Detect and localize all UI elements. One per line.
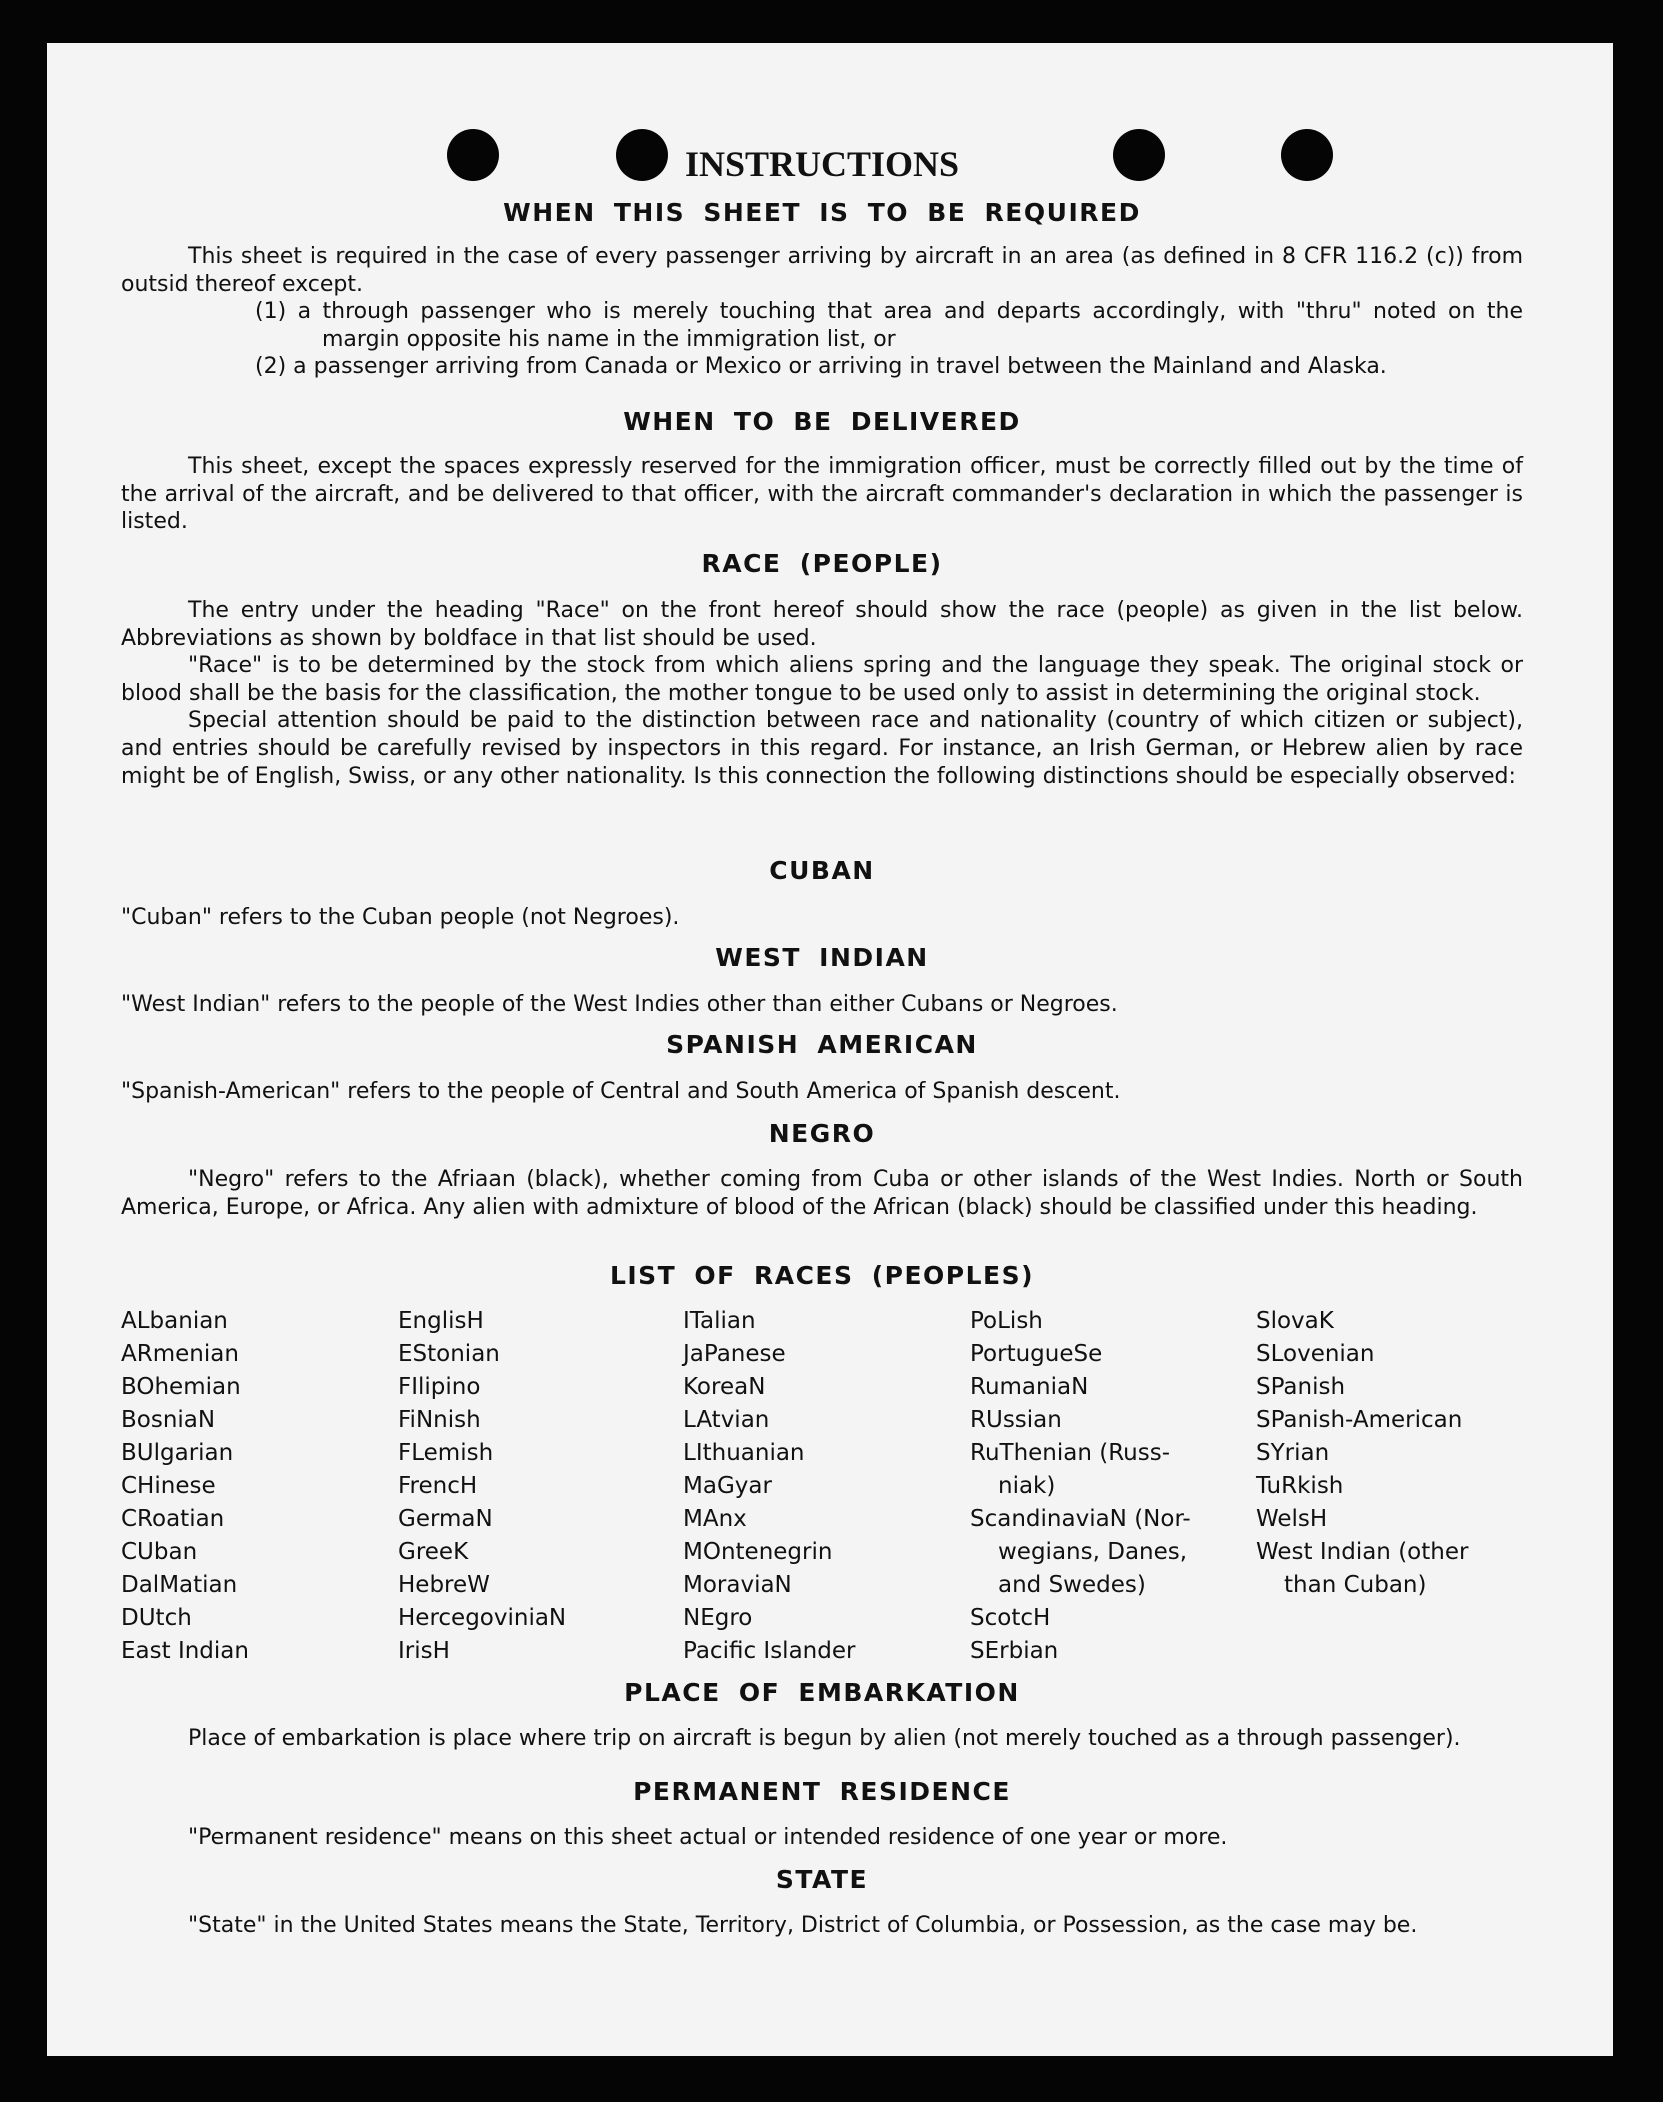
races-column-4	[970, 1305, 1191, 1668]
permanent-residence-text: "Permanent residence" means on this sheet actual or intended residence of one year or more.	[188, 1825, 1228, 1850]
race-item: SLovenian	[1256, 1341, 1375, 1367]
race-item: WelsH	[1256, 1506, 1328, 1532]
race-item: TuRkish	[1256, 1473, 1344, 1499]
race-paragraph-2: "Race" is to be determined by the stock from which aliens spring and the language they speak. The original stock or blood shall be the basis for the classification, the mother tongue to be used only to assist in determining the original stock.	[121, 653, 1523, 706]
race-item: HebreW	[398, 1572, 490, 1598]
spanish-american-text: "Spanish-American" refers to the people of Central and South America of Spanish descent.	[121, 1079, 1121, 1104]
race-item-continued: niak)	[998, 1473, 1056, 1499]
race-item: SErbian	[970, 1638, 1059, 1664]
heading-west-indian: WEST INDIAN	[715, 943, 929, 972]
race-item: ALbanian	[121, 1308, 228, 1334]
required-intro: This sheet is required in the case of every passenger arriving by aircraft in an area (as defined in 8 CFR 116.2 (c)) from outsid thereof except.	[121, 244, 1523, 297]
heading-delivered: WHEN TO BE DELIVERED	[623, 407, 1021, 436]
heading-state: STATE	[775, 1865, 869, 1894]
race-item: JaPanese	[683, 1341, 786, 1367]
race-paragraph-1: The entry under the heading "Race" on the front hereof should show the race (people) as given in the list below. Abbreviations as shown by boldface in that list should be used.	[121, 598, 1523, 651]
race-item: GermaN	[398, 1506, 493, 1532]
race-item: KoreaN	[683, 1374, 766, 1400]
heading-required: WHEN THIS SHEET IS TO BE REQUIRED	[503, 198, 1141, 227]
race-item: SPanish-American	[1256, 1407, 1463, 1433]
embarkation-text: Place of embarkation is place where trip on aircraft is begun by alien (not merely touched as a through passenger).	[188, 1726, 1461, 1751]
heading-embarkation: PLACE OF EMBARKATION	[624, 1678, 1020, 1707]
race-item: SPanish	[1256, 1374, 1346, 1400]
race-item: FIlipino	[398, 1374, 481, 1400]
race-item: MOntenegrin	[683, 1539, 833, 1565]
required-item-2: (2) a passenger arriving from Canada or Mexico or arriving in travel between the Mainland and Alaska.	[255, 354, 1387, 380]
race-item: LAtvian	[683, 1407, 770, 1433]
race-item: ScotcH	[970, 1605, 1051, 1631]
race-item: Pacific Islander	[683, 1638, 856, 1664]
races-column-3	[683, 1305, 855, 1668]
race-item: FLemish	[398, 1440, 494, 1466]
heading-list-of-races: LIST OF RACES (PEOPLES)	[609, 1261, 1035, 1290]
races-column-2	[398, 1305, 566, 1668]
west-indian-text: "West Indian" refers to the people of the West Indies other than either Cubans or Negroes.	[121, 992, 1118, 1017]
race-item: West Indian (other	[1256, 1539, 1469, 1565]
race-item: CHinese	[121, 1473, 216, 1499]
race-item: CRoatian	[121, 1506, 225, 1532]
race-item: FrencH	[398, 1473, 478, 1499]
race-item: HercegoviniaN	[398, 1605, 567, 1631]
race-item-continued: wegians, Danes,	[998, 1539, 1188, 1565]
race-item: MaGyar	[683, 1473, 772, 1499]
race-item: CUban	[121, 1539, 198, 1565]
race-item: GreeK	[398, 1539, 469, 1565]
race-item: IrisH	[398, 1638, 450, 1664]
section-race	[121, 597, 1523, 790]
races-column-1	[121, 1305, 249, 1668]
race-item: DalMatian	[121, 1572, 238, 1598]
race-item: DUtch	[121, 1605, 192, 1631]
delivered-text: This sheet, except the spaces expressly reserved for the immigration officer, must be correctly filled out by the time of the arrival of the aircraft, and be delivered to that officer, with the aircraft commander's declaration in which the passenger is listed.	[121, 454, 1523, 535]
race-paragraph-3: Special attention should be paid to the distinction between race and nationality (country of which citizen or subject), and entries should be carefully revised by inspectors in this regard. For instance, an Irish German, or Hebrew alien by race might be of English, Swiss, or any other nationality. Is this connection the following distinctions should be especially observed:	[121, 708, 1523, 789]
race-item: PortugueSe	[970, 1341, 1103, 1367]
races-column-5	[1256, 1305, 1468, 1602]
state-text: "State" in the United States means the State, Territory, District of Columbia, or Possession, as the case may be.	[188, 1913, 1418, 1938]
race-item-continued: than Cuban)	[1284, 1572, 1427, 1598]
race-item: BUlgarian	[121, 1440, 234, 1466]
race-item: FiNnish	[398, 1407, 481, 1433]
heading-negro: NEGRO	[768, 1119, 876, 1148]
race-item: ScandinaviaN (Nor-	[970, 1506, 1191, 1532]
heading-cuban: CUBAN	[769, 856, 875, 885]
race-item: East Indian	[121, 1638, 249, 1664]
race-item: EnglisH	[398, 1308, 484, 1334]
race-item: SlovaK	[1256, 1308, 1334, 1334]
race-item: NEgro	[683, 1605, 753, 1631]
race-item: RUssian	[970, 1407, 1062, 1433]
heading-spanish-american: SPANISH AMERICAN	[666, 1030, 978, 1059]
race-item: ITalian	[683, 1308, 756, 1334]
required-item-1: (1) a through passenger who is merely touching that area and departs accordingly, with "thru" noted on the margin opposite his name in the immigration list, or	[255, 299, 1523, 352]
race-item: RuThenian (Russ-	[970, 1440, 1171, 1466]
race-item: BOhemian	[121, 1374, 241, 1400]
race-item: SYrian	[1256, 1440, 1330, 1466]
heading-permanent-residence: PERMANENT RESIDENCE	[633, 1777, 1011, 1806]
race-item: MAnx	[683, 1506, 747, 1532]
race-item-continued: and Swedes)	[998, 1572, 1146, 1598]
section-required	[121, 243, 1523, 381]
race-item: PoLish	[970, 1308, 1043, 1334]
race-item: MoraviaN	[683, 1572, 792, 1598]
race-item: EStonian	[398, 1341, 500, 1367]
race-item: RumaniaN	[970, 1374, 1089, 1400]
cuban-text: "Cuban" refers to the Cuban people (not Negroes).	[121, 905, 680, 930]
race-item: BosniaN	[121, 1407, 216, 1433]
negro-text: "Negro" refers to the Afriaan (black), whether coming from Cuba or other islands of the West Indies. North or South America, Europe, or Africa. Any alien with admixture of blood of the African (black) should be classified under this heading.	[121, 1167, 1523, 1220]
race-item: ARmenian	[121, 1341, 239, 1367]
race-item: LIthuanian	[683, 1440, 805, 1466]
heading-race: RACE (PEOPLE)	[701, 549, 943, 578]
page-title: INSTRUCTIONS	[684, 144, 960, 184]
